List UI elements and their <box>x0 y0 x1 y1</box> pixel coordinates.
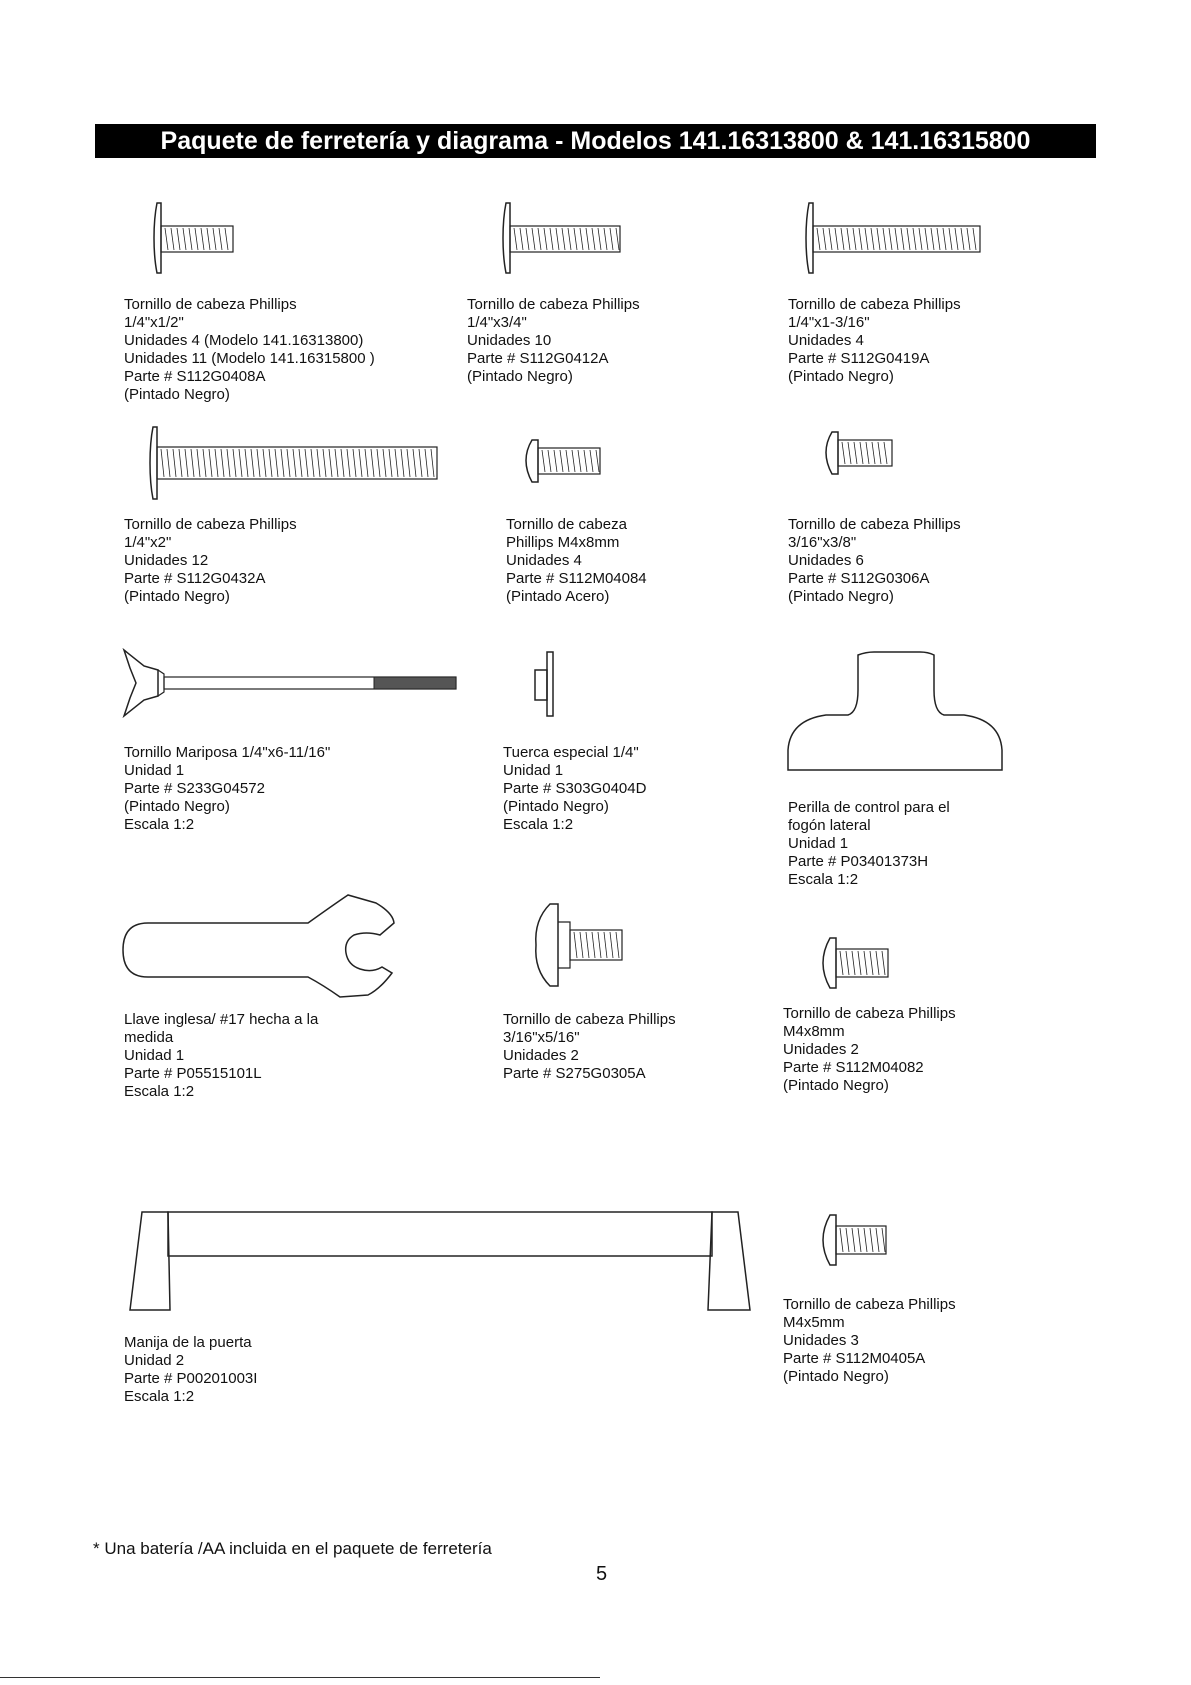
knob-icon <box>786 650 1006 772</box>
door-handle-icon <box>122 1210 752 1314</box>
part-label: Tornillo de cabeza Phillips M4x8mm Unidades 4 Parte # S112M04084 (Pintado Acero) <box>506 516 647 605</box>
part-label: Tornillo de cabeza Phillips 1/4"x1-3/16" Unidades 4 Parte # S112G0419A (Pintado Negro) <box>788 296 961 385</box>
part-label: Tornillo de cabeza Phillips 3/16"x3/8" Unidades 6 Parte # S112G0306A (Pintado Negro) <box>788 516 961 605</box>
screw-icon <box>818 428 898 478</box>
screw-icon <box>800 198 990 278</box>
divider <box>0 1677 600 1678</box>
part-label: Perilla de control para el fogón lateral Unidad 1 Parte # P03401373H Escala 1:2 <box>788 799 950 888</box>
screw-icon <box>144 422 444 504</box>
part-label: Tornillo de cabeza Phillips M4x8mm Unidades 2 Parte # S112M04082 (Pintado Negro) <box>783 1005 956 1094</box>
part-label: Tornillo de cabeza Phillips 1/4"x3/4" Unidades 10 Parte # S112G0412A (Pintado Negro) <box>467 296 640 385</box>
part-label: Tornillo de cabeza Phillips 1/4"x2" Unidades 12 Parte # S112G0432A (Pintado Negro) <box>124 516 297 605</box>
part-label: Tornillo de cabeza Phillips M4x5mm Unidades 3 Parte # S112M0405A (Pintado Negro) <box>783 1296 956 1385</box>
part-label: Tornillo de cabeza Phillips 3/16"x5/16" Unidades 2 Parte # S275G0305A <box>503 1011 676 1082</box>
wing-bolt-icon <box>122 648 462 718</box>
page-title-banner: Paquete de ferretería y diagrama - Modelos 141.16313800 & 141.16315800 <box>95 124 1096 158</box>
screw-icon <box>148 198 248 278</box>
part-label: Tornillo de cabeza Phillips 1/4"x1/2" Unidades 4 (Modelo 141.16313800) Unidades 11 (Modelo 141.16315800 ) Parte # S112G0408A (Pintado Negro) <box>124 296 375 403</box>
nut-icon <box>533 650 563 718</box>
screw-icon <box>814 935 894 991</box>
screw-icon <box>814 1212 894 1268</box>
part-label: Manija de la puerta Unidad 2 Parte # P00201003I Escala 1:2 <box>124 1334 258 1405</box>
screw-icon <box>518 436 608 486</box>
screw-icon <box>530 900 630 990</box>
screw-icon <box>497 198 627 278</box>
wrench-icon <box>118 893 398 1003</box>
page-number: 5 <box>596 1563 608 1585</box>
part-label: Tuerca especial 1/4" Unidad 1 Parte # S303G0404D (Pintado Negro) Escala 1:2 <box>503 744 647 833</box>
part-label: Llave inglesa/ #17 hecha a la medida Unidad 1 Parte # P05515101L Escala 1:2 <box>124 1011 319 1100</box>
part-label: Tornillo Mariposa 1/4"x6-11/16" Unidad 1 Parte # S233G04572 (Pintado Negro) Escala 1:2 <box>124 744 331 833</box>
footnote: * Una batería /AA incluida en el paquete de ferretería <box>93 1539 492 1558</box>
